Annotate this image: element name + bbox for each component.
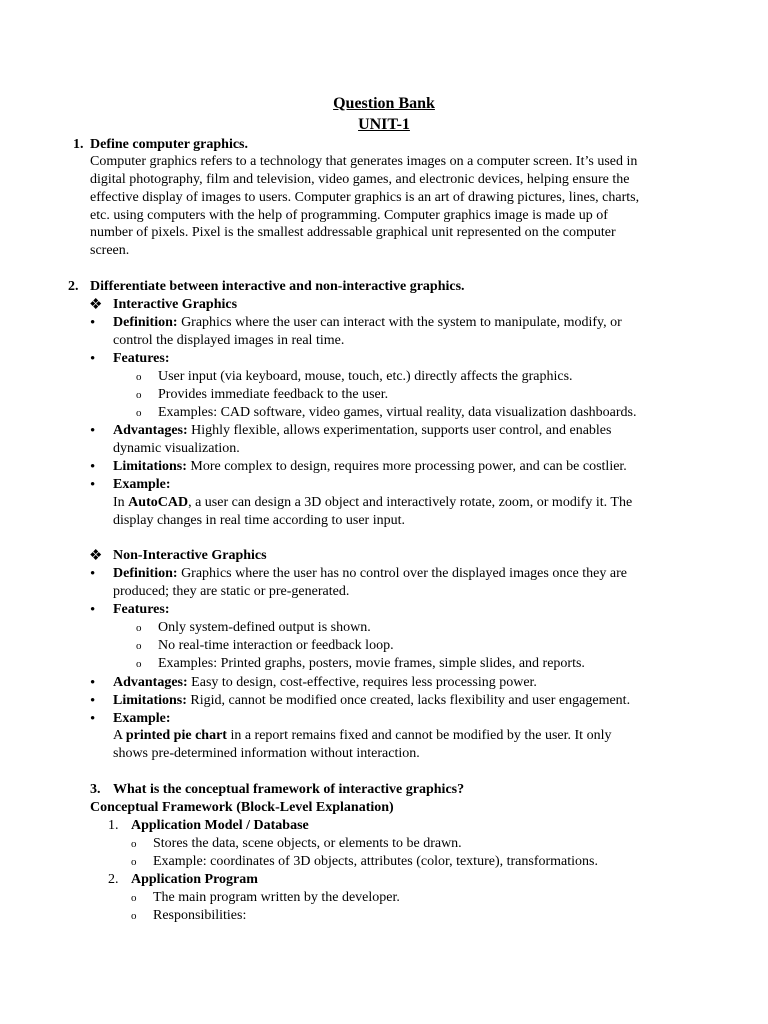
q3-item-bullet: Responsibilities: <box>153 908 247 923</box>
q1-question: Define computer graphics. <box>90 137 248 152</box>
non-interactive-feature-item: Examples: Printed graphs, posters, movie frames, simple slides, and reports. <box>158 656 585 671</box>
circle-bullet-icon: o <box>136 640 142 652</box>
q3-item-bullet: Example: coordinates of 3D objects, attributes (color, texture), transformations. <box>153 854 598 869</box>
q3-item-bullet: The main program written by the developer. <box>153 890 400 905</box>
bullet-icon: • <box>90 693 96 709</box>
bullet-icon: • <box>90 423 96 439</box>
interactive-definition-cont: control the displayed images in real time. <box>113 333 345 348</box>
diamond-bullet-icon: ❖ <box>89 297 103 313</box>
circle-bullet-icon: o <box>131 892 137 904</box>
definition-label: Definition: <box>113 315 178 330</box>
interactive-advantages <box>113 422 611 440</box>
q3-number: 3. <box>90 782 101 797</box>
bullet-icon: • <box>90 315 96 331</box>
definition-text: Graphics where the user can interact with the system to manipulate, modify, or <box>177 315 622 330</box>
interactive-advantages-cont: dynamic visualization. <box>113 441 240 456</box>
non-interactive-example-label: Example: <box>113 711 171 726</box>
non-interactive-definition <box>113 565 627 583</box>
bullet-icon: • <box>90 711 96 727</box>
q1-answer-line: etc. using computers with the help of programming. Computer graphics image is made up of <box>90 208 608 223</box>
circle-bullet-icon: o <box>136 658 142 670</box>
circle-bullet-icon: o <box>136 389 142 401</box>
example-text: A <box>113 728 126 743</box>
diamond-bullet-icon: ❖ <box>89 548 103 564</box>
interactive-heading: Interactive Graphics <box>113 297 238 312</box>
definition-text: Graphics where the user has no control over the displayed images once they are <box>177 566 627 581</box>
bullet-icon: • <box>90 477 96 493</box>
q3-item-number: 2. <box>108 872 119 887</box>
bullet-icon: • <box>90 566 96 582</box>
non-interactive-example <box>113 727 611 745</box>
advantages-label: Advantages: <box>113 423 188 438</box>
q1-answer-line: number of pixels. Pixel is the smallest addressable graphical unit represented on the computer <box>90 225 616 240</box>
interactive-feature-item: User input (via keyboard, mouse, touch, etc.) directly affects the graphics. <box>158 369 573 384</box>
example-text: , a user can design a 3D object and interactively rotate, zoom, or modify it. The <box>188 495 633 510</box>
q3-item-bullet: Stores the data, scene objects, or elements to be drawn. <box>153 836 462 851</box>
limitations-text: More complex to design, requires more processing power, and can be costlier. <box>186 459 627 474</box>
bullet-icon: • <box>90 675 96 691</box>
example-text: In <box>113 495 129 510</box>
definition-label: Definition: <box>113 566 178 581</box>
q1-answer-line: effective display of images to users. Computer graphics is an art of drawing pictures, lines, charts, <box>90 190 640 205</box>
circle-bullet-icon: o <box>131 838 137 850</box>
limitations-text: Rigid, cannot be modified once created, lacks flexibility and user engagement. <box>186 693 631 708</box>
interactive-example <box>113 494 632 512</box>
q3-item-number: 1. <box>108 818 119 833</box>
q1-answer-line: screen. <box>90 243 130 258</box>
non-interactive-feature-item: Only system-defined output is shown. <box>158 620 371 635</box>
bullet-icon: • <box>90 351 96 367</box>
advantages-label: Advantages: <box>113 675 188 690</box>
example-text: in a report remains fixed and cannot be modified by the user. It only <box>226 728 612 743</box>
interactive-feature-item: Examples: CAD software, video games, virtual reality, data visualization dashboards. <box>158 405 637 420</box>
q2-question: Differentiate between interactive and non-interactive graphics. <box>90 279 465 294</box>
interactive-example-label: Example: <box>113 477 171 492</box>
example-emphasis: printed pie chart <box>125 728 227 743</box>
q3-question: What is the conceptual framework of interactive graphics? <box>113 782 465 797</box>
q2-number: 2. <box>68 279 79 294</box>
q3-item-title: Application Program <box>131 872 258 887</box>
unit-heading: UNIT-1 <box>358 116 410 133</box>
limitations-label: Limitations: <box>113 459 187 474</box>
q3-subheading: Conceptual Framework (Block-Level Explanation) <box>90 800 394 815</box>
interactive-limitations <box>113 458 627 476</box>
non-interactive-features-label: Features: <box>113 602 170 617</box>
document-title: Question Bank <box>333 95 435 112</box>
q3-item-title: Application Model / Database <box>131 818 309 833</box>
circle-bullet-icon: o <box>131 856 137 868</box>
example-emphasis: AutoCAD <box>128 495 189 510</box>
non-interactive-heading: Non-Interactive Graphics <box>113 548 267 563</box>
interactive-features-label: Features: <box>113 351 170 366</box>
interactive-definition <box>113 314 622 332</box>
circle-bullet-icon: o <box>136 371 142 383</box>
circle-bullet-icon: o <box>136 407 142 419</box>
limitations-label: Limitations: <box>113 693 187 708</box>
circle-bullet-icon: o <box>136 622 142 634</box>
bullet-icon: • <box>90 459 96 475</box>
non-interactive-limitations <box>113 692 630 710</box>
q1-answer-line: digital photography, film and television, video games, and electronic devices, helping ensure the <box>90 172 630 187</box>
non-interactive-example-cont: shows pre-determined information without interaction. <box>113 746 420 761</box>
advantages-text: Highly flexible, allows experimentation, supports user control, and enables <box>187 423 612 438</box>
non-interactive-definition-cont: produced; they are static or pre-generated. <box>113 584 350 599</box>
advantages-text: Easy to design, cost-effective, requires less processing power. <box>187 675 537 690</box>
q1-answer-line: Computer graphics refers to a technology that generates images on a computer screen. It’s used in <box>90 154 638 169</box>
circle-bullet-icon: o <box>131 910 137 922</box>
non-interactive-feature-item: No real-time interaction or feedback loop. <box>158 638 394 653</box>
non-interactive-advantages <box>113 674 537 692</box>
interactive-feature-item: Provides immediate feedback to the user. <box>158 387 389 402</box>
interactive-example-cont: display changes in real time according to user input. <box>113 513 405 528</box>
bullet-icon: • <box>90 602 96 618</box>
q1-number: 1. <box>73 137 84 152</box>
